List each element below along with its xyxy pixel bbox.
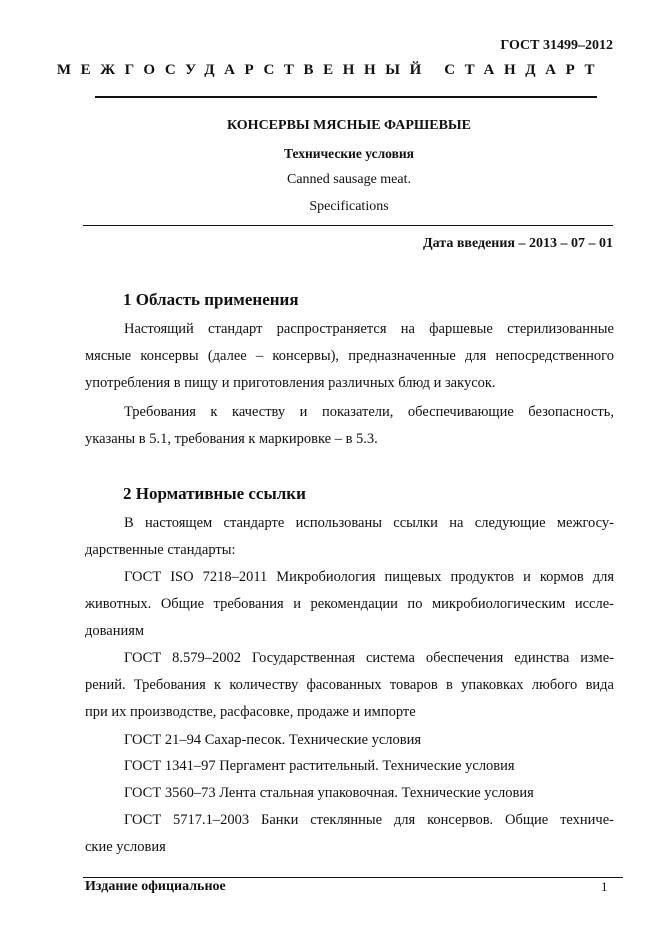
standard-subtitle: Технические условия	[284, 146, 414, 161]
paragraph-line: указаны в 5.1, требования к маркировке – в 5.3.	[85, 431, 378, 447]
edition-label: Издание официальное	[85, 879, 226, 894]
header-divider	[95, 96, 597, 98]
paragraph-line: Требования к качеству и показатели, обеспечивающие безопасность,	[124, 404, 614, 420]
reference-line: ГОСТ ISO 7218–2011 Микробиология пищевых продуктов и кормов для	[124, 569, 614, 585]
paragraph-line: Настоящий стандарт распространяется на фаршевые стерилизованные	[124, 321, 614, 337]
reference-line: дованиям	[85, 623, 145, 639]
section-heading-references: 2 Нормативные ссылки	[123, 484, 306, 503]
reference-line: ГОСТ 21–94 Сахар-песок. Технические условия	[124, 732, 422, 748]
paragraph-line: дарственные стандарты:	[85, 542, 236, 558]
footer-divider	[83, 877, 623, 878]
paragraph-line: употребления в пищу и приготовления различных блюд и закусок.	[85, 375, 496, 391]
english-title: Canned sausage meat.	[286, 172, 411, 187]
standard-type-heading: МЕЖГОСУДАРСТВЕННЫЙ СТАНДАРТ	[56, 62, 605, 78]
reference-line: ГОСТ 3560–73 Лента стальная упаковочная. Технические условия	[124, 785, 534, 801]
reference-line: ГОСТ 1341–97 Пергамент растительный. Технические условия	[124, 758, 515, 774]
reference-line: ские условия	[85, 839, 166, 855]
introduction-date: Дата введения – 2013 – 07 – 01	[423, 236, 613, 251]
paragraph-line: мясные консервы (далее – консервы), предназначенные для непосредственного	[85, 348, 614, 364]
english-subtitle: Specifications	[309, 199, 389, 214]
reference-line: ГОСТ 8.579–2002 Государственная система обеспечения единства изме-	[124, 650, 614, 666]
section-heading-scope: 1 Область применения	[123, 290, 299, 309]
reference-line: ГОСТ 5717.1–2003 Банки стеклянные для консервов. Общие техниче-	[124, 812, 614, 828]
paragraph-line: В настоящем стандарте использованы ссылки на следующие межгосу-	[124, 515, 614, 531]
reference-line: животных. Общие требования и рекомендации по микробиологическим иссле-	[85, 596, 614, 612]
title-divider	[83, 225, 613, 226]
reference-line: при их производстве, расфасовке, продаже и импорте	[85, 704, 416, 720]
page-number: 1	[601, 879, 608, 894]
reference-line: рений. Требования к количеству фасованных товаров в упаковках любого вида	[85, 677, 614, 693]
gost-number: ГОСТ 31499–2012	[500, 38, 613, 53]
standard-title: КОНСЕРВЫ МЯСНЫЕ ФАРШЕВЫЕ	[226, 118, 471, 133]
